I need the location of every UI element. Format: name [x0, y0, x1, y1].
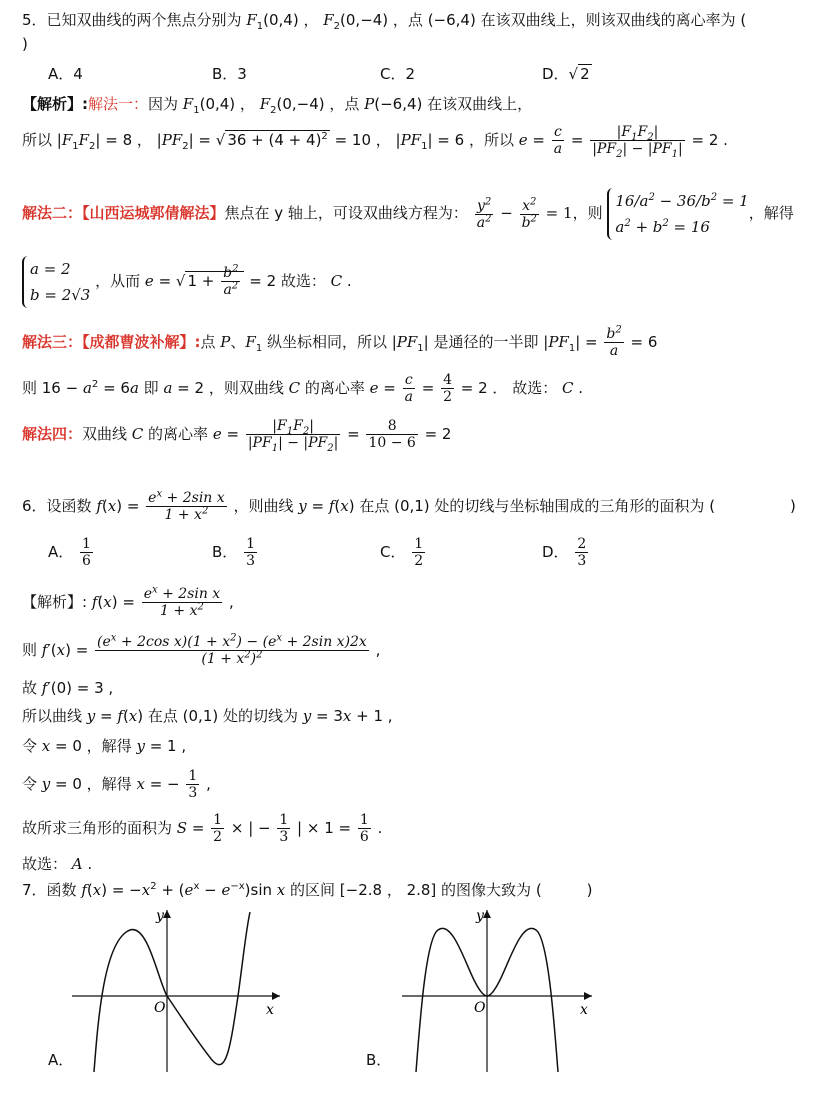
- q5-method3: 解法三：【成都曹波补解】:点 P、$F_1$ 纵坐标相同，所以 $|PF_1|$ 是通径的一半即 $|PF_1|$ = $\frac{b^2}{a}$ = 6: [22, 324, 658, 359]
- q6-option-a[interactable]: A． $\frac{1}{6}$: [48, 536, 91, 569]
- graph-a-x-label: x: [266, 1002, 274, 1018]
- graph-b-y-arrow: [483, 910, 491, 918]
- graph-b-y-label: y: [476, 908, 484, 924]
- q5-method4: 解法四：双曲线 C 的离心率 e = $\frac{|F_1F_2|}{|PF_1| - |PF_2|}$ = $\frac{8}{10 - 6}$ = 2: [22, 418, 452, 454]
- q5-method2-result: a = 2 b = 2√3 ，从而 e = √ 1 + $\frac{b^2}{a^2}$ = 2 故选： C .: [22, 256, 352, 308]
- graph-a-x-arrow: [272, 992, 280, 1000]
- q7-stem: 7．函数 $f(x) = -x^2 + (e^x - e^{-x})\sin$ x 的区间 [−2.8 ， 2.8] 的图像大致为 ( ): [22, 881, 593, 899]
- graph-a-curve: [94, 912, 250, 1072]
- q5-method1: 【解析】:解法一：因为 $F_1(0,4)$ ， $F_2(0,-4)$ ，点 P(−6,4) 在该双曲线上，: [22, 95, 533, 116]
- q6-line2: 故 f′(0) = 3 ,: [22, 679, 114, 697]
- graph-b[interactable]: [392, 900, 602, 1075]
- q5-option-d[interactable]: D．√ 2: [542, 65, 590, 83]
- q5-method2: 解法二：【山西运城郭倩解法】焦点在 y 轴上，可设双曲线方程为： $\frac{y^2}{a^2}$ − $\frac{x^2}{b^2}$ = 1，则 $16/a^2 - 36/b^2 = 1$ $a^2 + b^2 = 16$ ，解得: [22, 188, 794, 240]
- graph-a[interactable]: [60, 900, 290, 1075]
- q6-option-b[interactable]: B． $\frac{1}{3}$: [212, 536, 255, 569]
- q5-option-a[interactable]: A．4: [48, 65, 83, 83]
- q6-analysis: 【解析】: f(x) = $\frac{e^x + 2\sin x}{1 + x^2}$ ,: [22, 584, 234, 619]
- graph-a-y-arrow: [163, 910, 171, 918]
- q6-line7: 故选： A .: [22, 855, 93, 873]
- q5-stem: 5．已知双曲线的两个焦点分别为 $F_1(0,4)$ ， $F_2(0,-4)$ ，点 (−6,4) 在该双曲线上，则该双曲线的离心率为 (: [22, 11, 747, 32]
- graph-a-origin: O: [154, 1000, 166, 1016]
- q7-option-b[interactable]: B．: [366, 1051, 392, 1069]
- q7-option-a[interactable]: A．: [48, 1051, 74, 1069]
- graph-b-origin: O: [474, 1000, 486, 1016]
- q5-stem-close: ): [22, 35, 28, 53]
- graph-b-x-arrow: [584, 992, 592, 1000]
- q5-method1-line2: 所以 $|F_1F_2| = 8$ ， $|PF_2|$ = √ $36 + (4 + 4)^2 = 10$ ， $|PF_1| = 6$ ，所以 e = $\frac{c}{a}$ = $\frac{|F_1F_2|}{|PF_2| - |PF_1|}$ = 2 .: [22, 124, 728, 160]
- q5-option-b[interactable]: B．3: [212, 65, 247, 83]
- q6-stem-close: ): [790, 497, 796, 515]
- q6-line3: 所以曲线 y = f(x) 在点 (0,1) 处的切线为 y = 3x + 1 ,: [22, 707, 393, 725]
- q5-system1-eq2: $a^2 + b^2 = 16$: [615, 218, 710, 236]
- graph-b-x-label: x: [580, 1002, 588, 1018]
- q6-line5: 令 y = 0 ，解得 x = − $\frac{1}{3}$ ,: [22, 768, 211, 801]
- q5-system1-eq1: $16/a^2 - 36/b^2 = 1$: [615, 192, 749, 210]
- q5-system2-eq2: b = 2√3: [30, 286, 91, 304]
- graph-a-y-label: y: [156, 908, 164, 924]
- q6-line6: 故所求三角形的面积为 S = $\frac{1}{2}$ × | − $\frac{1}{3}$ | × 1 = $\frac{1}{6}$ .: [22, 812, 383, 845]
- q5-method3-line2: 则 $16 - a^2 = 6a$ 即 a = 2 ，则双曲线 C 的离心率 e = $\frac{c}{a}$ = $\frac{4}{2}$ = 2 ． 故选： C .: [22, 372, 583, 405]
- q6-stem: 6．设函数 f(x) = $\frac{e^x + 2\sin x}{1 + x^2}$ ，则曲线 y = f(x) 在点 (0,1) 处的切线与坐标轴围成的三角形的面积为 (: [22, 488, 716, 523]
- q5-system2-eq1: a = 2: [30, 260, 71, 278]
- q6-line4: 令 x = 0 ，解得 y = 1 ,: [22, 737, 187, 755]
- q6-option-c[interactable]: C． $\frac{1}{2}$: [380, 536, 424, 569]
- q6-derivative: 则 f′(x) = $\frac{(e^x + 2\cos x)(1 + x^2) - (e^x + 2\sin x)2x}{(1 + x^2)^2}$ ,: [22, 632, 381, 667]
- q6-option-d[interactable]: D． $\frac{2}{3}$: [542, 536, 587, 569]
- q5-option-c[interactable]: C．2: [380, 65, 416, 83]
